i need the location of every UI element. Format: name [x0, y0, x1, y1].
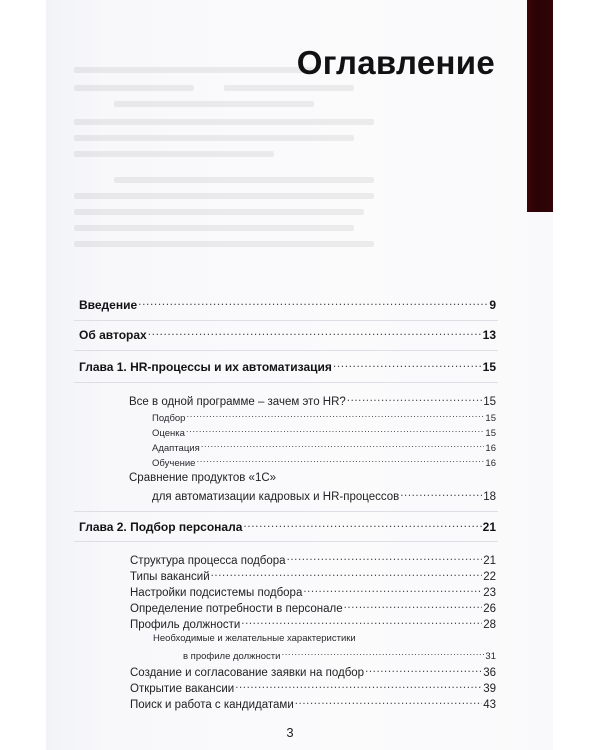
- toc-entry-label: Типы вакансий: [130, 570, 210, 583]
- toc-entry-vacancy-types[interactable]: [130, 568, 496, 583]
- toc-entry-page: 23: [483, 586, 496, 599]
- toc-entry-label: для автоматизации кадровых и HR-процессов: [152, 490, 400, 503]
- toc-entry-label: Подбор: [152, 412, 186, 424]
- toc-entry-label: Глава 1. HR-процессы и их автоматизация: [79, 360, 332, 374]
- toc-entry-introduction[interactable]: [79, 297, 496, 312]
- toc-entry-recruiting[interactable]: [152, 411, 496, 424]
- toc-entry-page: 21: [483, 554, 496, 567]
- leader-dots: [281, 649, 484, 659]
- toc-entry-page: 15: [485, 427, 496, 439]
- toc-entry-adaptation[interactable]: [152, 441, 496, 454]
- toc-entry-about-authors[interactable]: [79, 327, 496, 342]
- toc-entry-label-line1[interactable]: Необходимые и желательные характеристики: [153, 633, 356, 644]
- section-separator: [74, 320, 498, 321]
- toc-entry-page: 39: [483, 682, 496, 695]
- toc-entry-page: 21: [482, 520, 496, 534]
- leader-dots: [186, 426, 485, 436]
- page-title: Оглавление: [296, 44, 495, 81]
- toc-entry-label: Все в одной программе – зачем это HR?: [129, 395, 346, 408]
- toc-entry-label: Структура процесса подбора: [130, 554, 286, 567]
- section-separator: [74, 350, 498, 351]
- toc-entry-page: 16: [485, 442, 496, 454]
- leader-dots: [196, 456, 484, 466]
- leader-dots: [201, 441, 485, 451]
- leader-dots: [235, 680, 482, 692]
- toc-entry-label: Создание и согласование заявки на подбор: [130, 666, 365, 679]
- leader-dots: [295, 696, 482, 708]
- toc-entry-label: Об авторах: [79, 328, 147, 342]
- toc-entry-page: 15: [482, 360, 496, 374]
- leader-dots: [365, 664, 482, 676]
- toc-entry-1c-products-comparison[interactable]: [152, 488, 496, 503]
- toc-entry-training[interactable]: [152, 456, 496, 469]
- leader-dots: [333, 359, 482, 371]
- leader-dots: [148, 327, 482, 339]
- section-separator: [74, 541, 498, 542]
- toc-entry-label: Поиск и работа с кандидатами: [130, 698, 294, 711]
- toc-entry-label: Профиль должности: [130, 618, 241, 631]
- toc-entry-page: 18: [483, 490, 496, 503]
- toc-entry-chapter-2[interactable]: [79, 519, 496, 534]
- section-separator: [74, 511, 498, 512]
- toc-entry-required-characteristics[interactable]: [183, 649, 496, 662]
- leader-dots: [241, 616, 482, 628]
- toc-entry-job-profile[interactable]: [130, 616, 496, 631]
- toc-entry-subsystem-settings[interactable]: [130, 584, 496, 599]
- leader-dots: [400, 488, 482, 500]
- toc-entry-request-approval[interactable]: [130, 664, 496, 679]
- leader-dots: [138, 297, 488, 309]
- toc-entry-chapter-1[interactable]: [79, 359, 496, 374]
- section-separator: [74, 382, 498, 383]
- leader-dots: [287, 552, 483, 564]
- leader-dots: [211, 568, 483, 580]
- toc-entry-page: 26: [483, 602, 496, 615]
- toc-entry-label: Обучение: [152, 457, 196, 469]
- toc-entry-label: Введение: [79, 298, 138, 312]
- toc-entry-label: Адаптация: [152, 442, 200, 454]
- toc-entry-label: Настройки подсистемы подбора: [130, 586, 303, 599]
- toc-entry-label: Открытие вакансии: [130, 682, 235, 695]
- toc-entry-evaluation[interactable]: [152, 426, 496, 439]
- leader-dots: [347, 393, 482, 405]
- toc-entry-page: 15: [485, 412, 496, 424]
- toc-entry-page: 31: [485, 650, 496, 662]
- toc-entry-page: 13: [482, 328, 496, 342]
- toc-entry-label: Определение потребности в персонале: [130, 602, 343, 615]
- toc-entry-page: 36: [483, 666, 496, 679]
- toc-entry-page: 28: [483, 618, 496, 631]
- leader-dots: [186, 411, 484, 421]
- toc-entry-label-line1[interactable]: Сравнение продуктов «1С»: [129, 472, 277, 484]
- toc-entry-label: в профиле должности: [183, 650, 281, 662]
- toc-entry-page: 22: [483, 570, 496, 583]
- toc-entry-label: Глава 2. Подбор персонала: [79, 520, 243, 534]
- toc-entry-recruiting-structure[interactable]: [130, 552, 496, 567]
- leader-dots: [344, 600, 483, 612]
- toc-entry-page: 15: [483, 395, 496, 408]
- toc-entry-label: Оценка: [152, 427, 185, 439]
- leader-dots: [303, 584, 482, 596]
- toc-entry-staffing-needs[interactable]: [130, 600, 496, 615]
- leader-dots: [243, 519, 481, 531]
- toc-entry-page: 43: [483, 698, 496, 711]
- toc-entry-opening-vacancy[interactable]: [130, 680, 496, 695]
- toc-entry-page: 16: [485, 457, 496, 469]
- toc-entry-page: 9: [489, 298, 496, 312]
- page-number: 3: [286, 725, 294, 740]
- toc-entry-all-in-one-program[interactable]: [129, 393, 496, 408]
- toc-entry-candidate-search[interactable]: [130, 696, 496, 711]
